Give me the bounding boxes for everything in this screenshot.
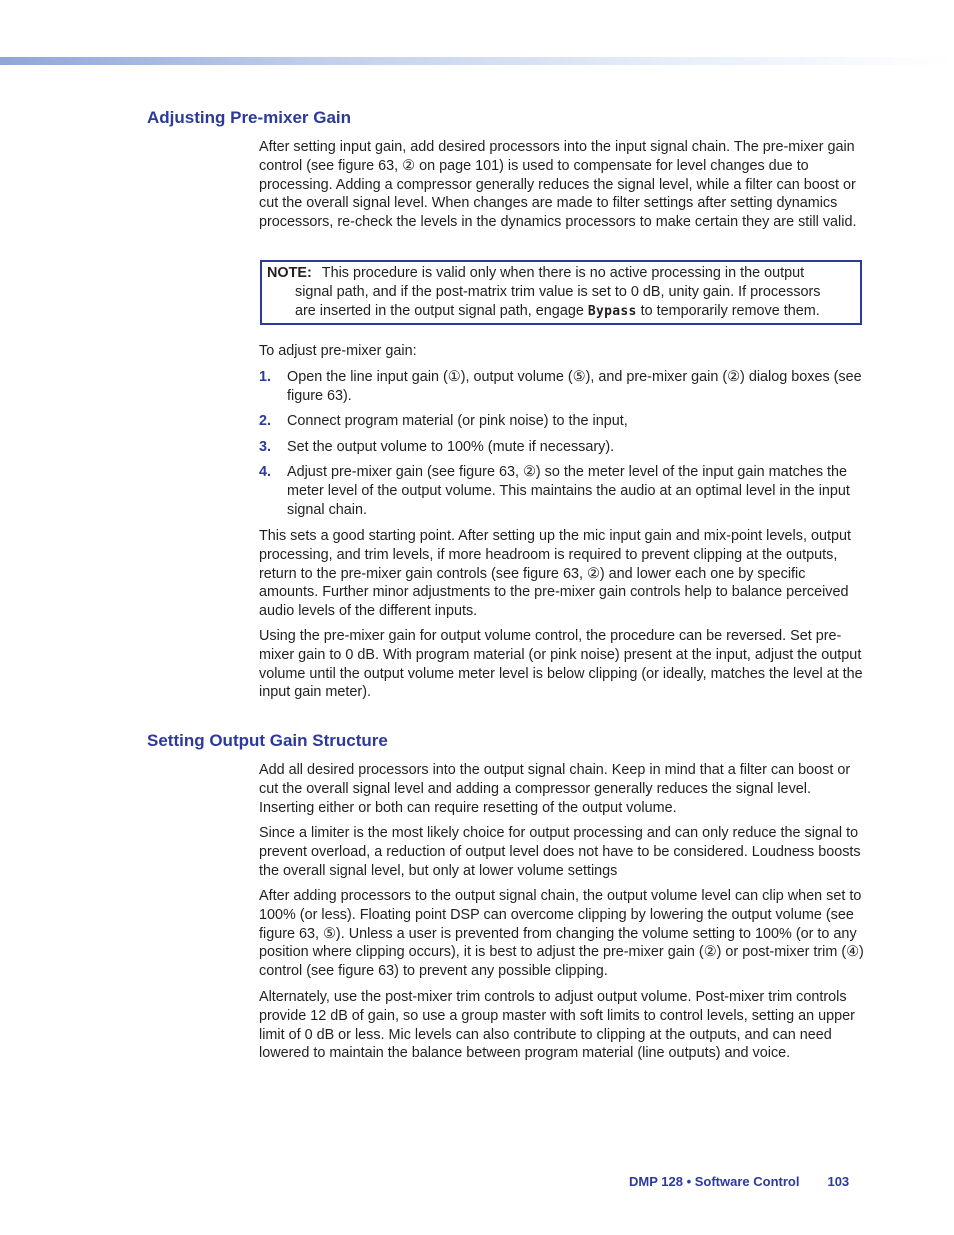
note-line-3a: are inserted in the output signal path, engage xyxy=(295,302,584,319)
step-text: Adjust pre-mixer gain (see figure 63, ②) so the meter level of the input gain matches the meter level of the output volume. This maintains the audio at an optimal level in the input signal chain. xyxy=(287,464,850,518)
note-line-3b: to temporarily remove them. xyxy=(640,302,820,319)
paragraph-clipping: After adding processors to the output signal chain, the output volume level can clip when set to 100% (or less). Floating point DSP can overcome clipping by lowering the output volume (see figure 63, ⑤). Unless a user is prevented from changing the volume setting to 100% (or to any position where clipping occurs), it is best to adjust the pre-mixer gain (②) or post-mixer trim (④) control (see figure 63) to prevent any possible clipping. xyxy=(259,888,864,980)
bypass-keyword: Bypass xyxy=(587,303,637,319)
note-line-1: This procedure is valid only when there is no active processing in the output xyxy=(321,265,805,281)
paragraph-intro: After setting input gain, add desired processors into the input signal chain. The pre-mixer gain control (see figure 63, ② on page 101) is used to compensate for level changes due to processing. Adding a compressor generally reduces the signal level, while a filter can boost or cut the overall signal level. When changes are made to filter settings after setting dynamics processors, re-check the levels in the dynamics processors to make certain they are still valid. xyxy=(259,139,857,231)
footer-title: DMP 128 • Software Control xyxy=(629,1174,800,1189)
paragraph-starting-point: This sets a good starting point. After setting up the mic input gain and mix-point levels, output processing, and trim levels, if more headroom is required to prevent clipping at the outputs, return to the pre-mixer gain controls (see figure 63, ②) and lower each one by specific amounts. Further minor adjustments to the pre-mixer gain controls help to balance perceived audio levels of the different inputs. xyxy=(259,528,851,620)
step-number: 2. xyxy=(259,413,272,429)
paragraph-limiter: Since a limiter is the most likely choice for output processing and can only reduce the signal to prevent overload, a reduction of output level does not have to be considered. Loudness boosts the overall signal level, but only at lower volume settings xyxy=(259,825,861,879)
section-heading-output-gain: Setting Output Gain Structure xyxy=(147,731,388,750)
step-number: 4. xyxy=(259,464,272,480)
note-line-3 xyxy=(267,302,860,322)
step-number: 3. xyxy=(259,439,272,455)
steps-intro: To adjust pre-mixer gain: xyxy=(259,343,417,359)
section-heading-pre-mixer-gain: Adjusting Pre-mixer Gain xyxy=(147,108,352,127)
step-text: Connect program material (or pink noise) to the input, xyxy=(287,413,628,429)
step-text: Set the output volume to 100% (mute if necessary). xyxy=(287,439,615,455)
paragraph-reversed: Using the pre-mixer gain for output volume control, the procedure can be reversed. Set pre-mixer gain to 0 dB. With program material (or pink noise) present at the input, adjust the output volume until the output volume meter level is below clipping (or ideally, matches the level at the input gain meter). xyxy=(259,628,863,701)
paragraph-output-processors: Add all desired processors into the output signal chain. Keep in mind that a filter can boost or cut the overall signal level and adding a compressor generally reduces the signal level. Inserting either or both can require resetting of the output volume. xyxy=(259,762,851,816)
step-text: Open the line input gain (①), output volume (⑤), and pre-mixer gain (②) dialog boxes (see figure 63). xyxy=(287,369,862,404)
note-box xyxy=(260,260,862,325)
header-bar xyxy=(0,57,954,65)
page-footer xyxy=(629,1174,849,1189)
page-number: 103 xyxy=(827,1174,850,1189)
note-line-2: signal path, and if the post-matrix trim value is set to 0 dB, unity gain. If processors xyxy=(295,283,821,300)
note-label: NOTE: xyxy=(267,265,312,281)
paragraph-post-mixer-trim: Alternately, use the post-mixer trim controls to adjust output volume. Post-mixer trim controls provide 12 dB of gain, so use a group master with soft limits to control levels, setting an upper limit of 0 dB or less. Mic levels can also contribute to clipping at the outputs, and can need lowered to maintain the balance between program material (line outputs) and voice. xyxy=(259,989,855,1062)
step-number: 1. xyxy=(259,369,272,385)
